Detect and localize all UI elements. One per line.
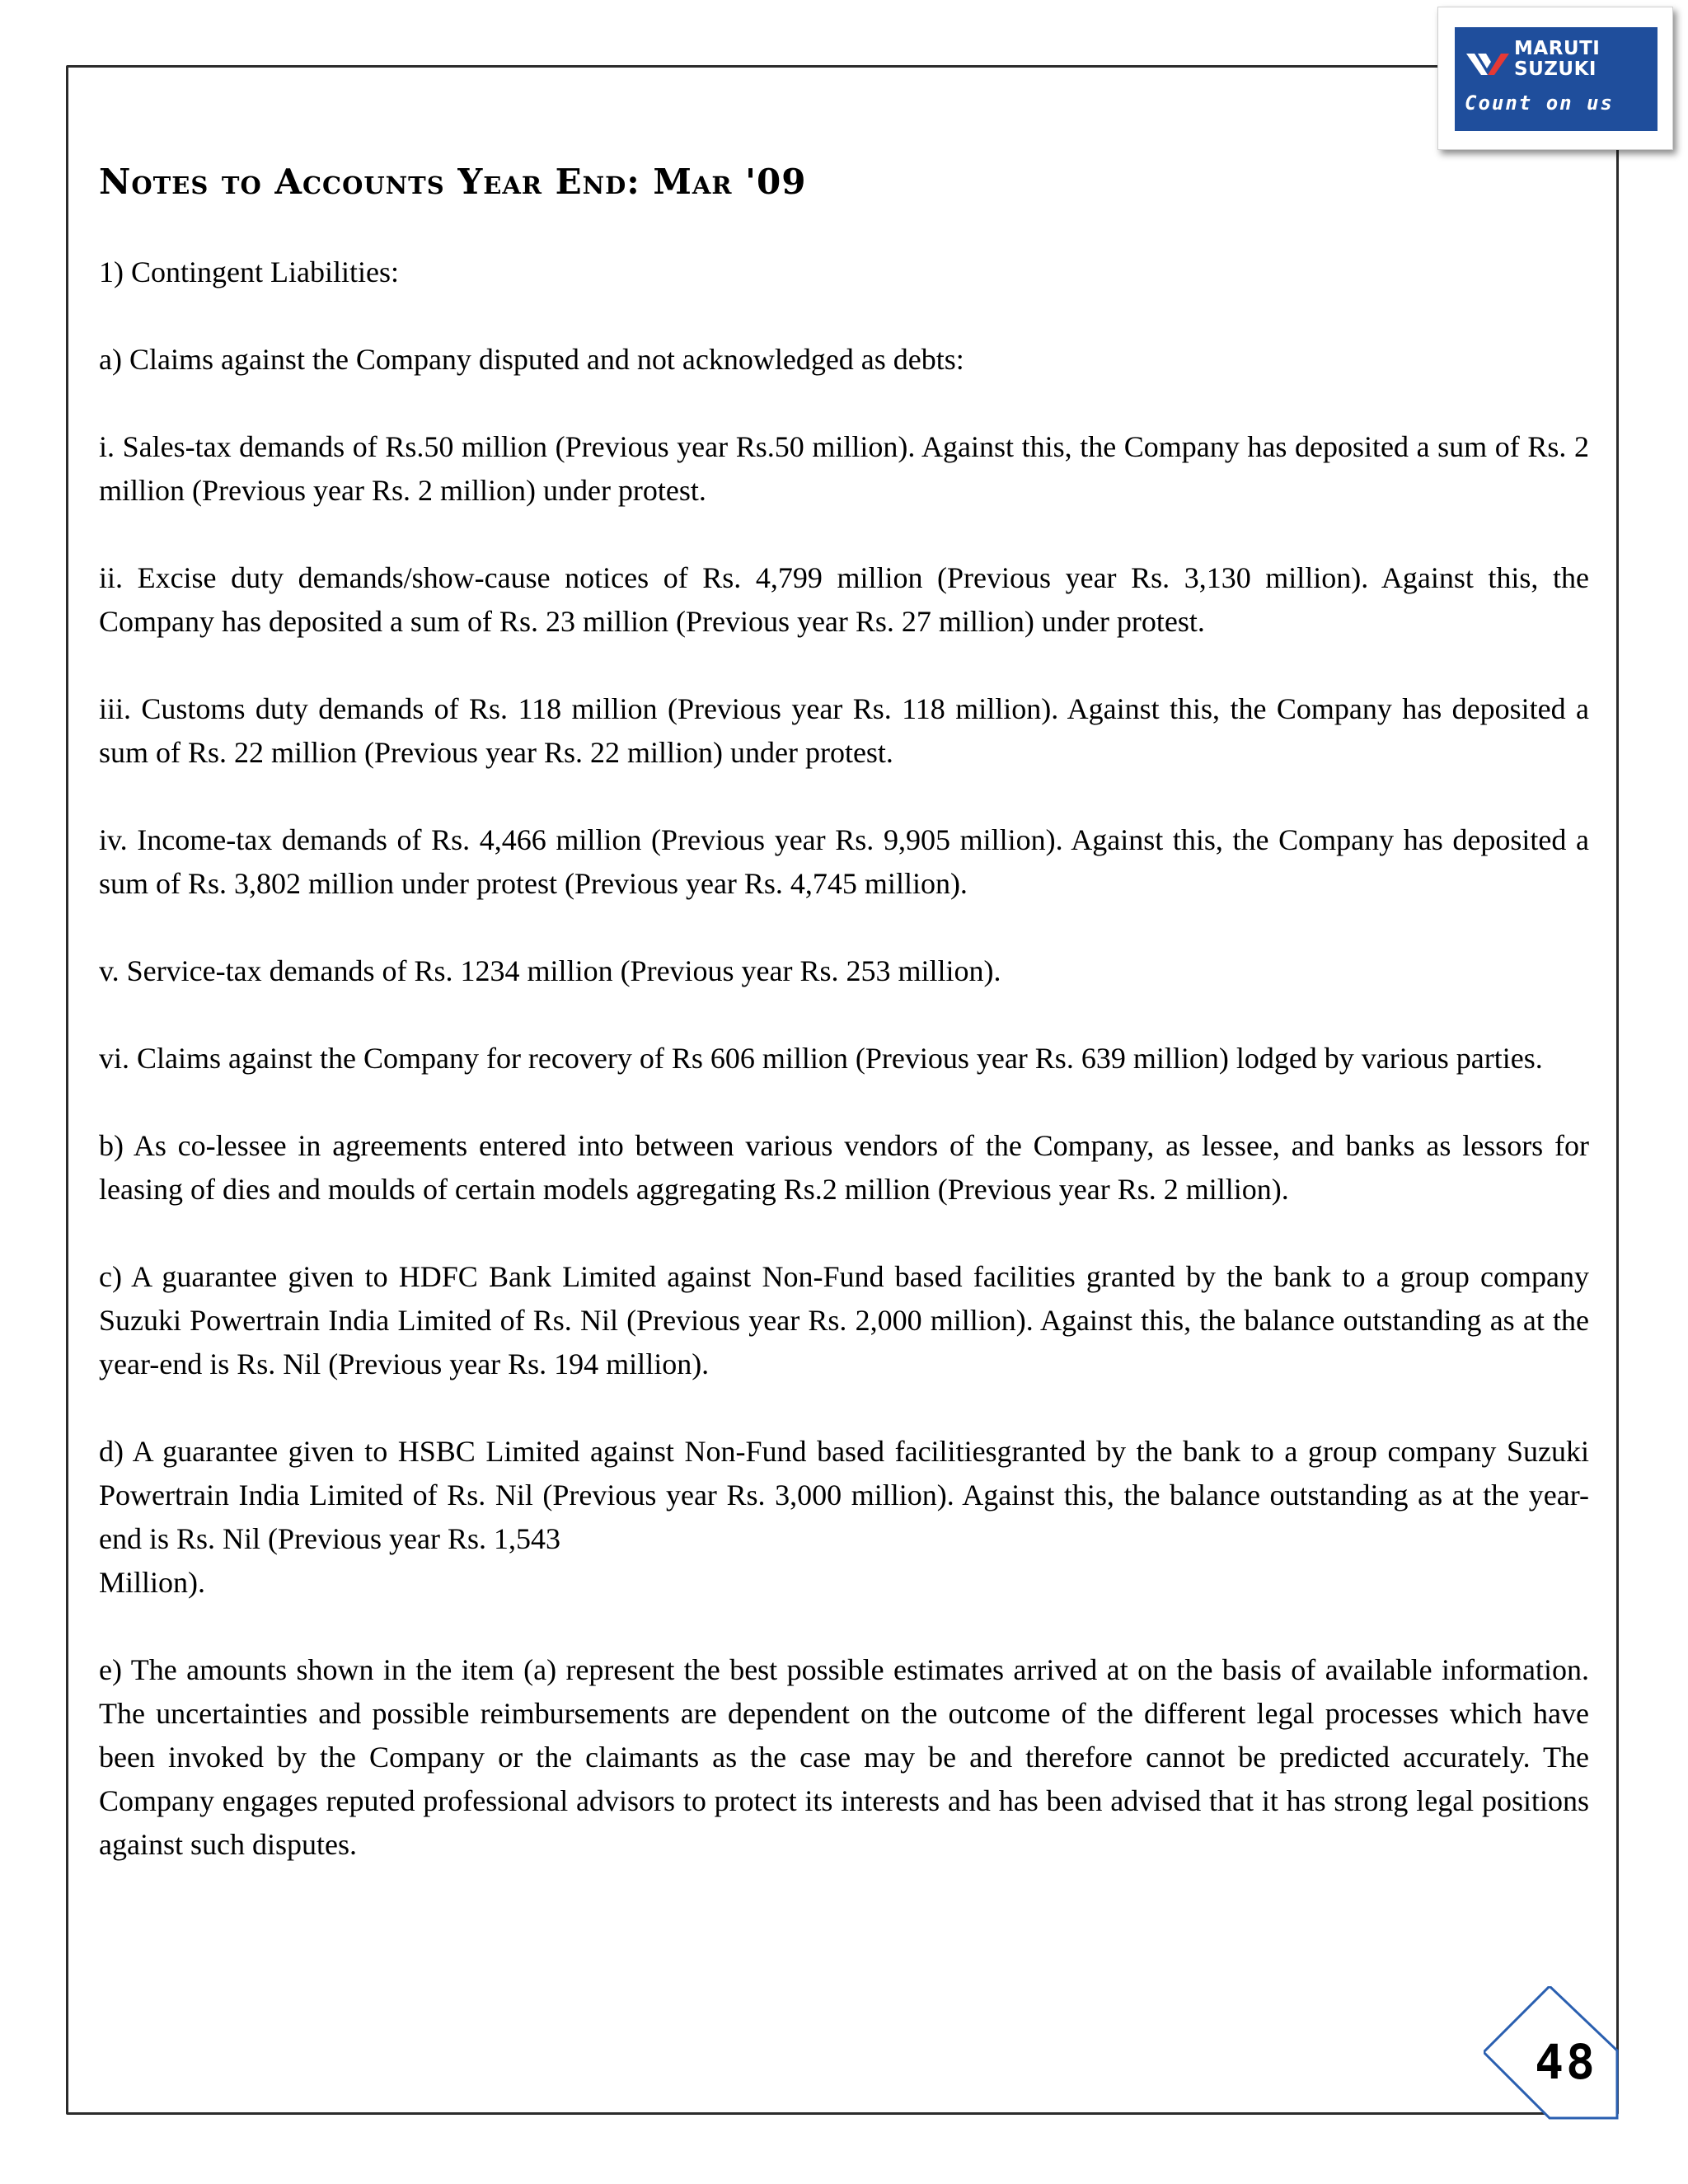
- paragraph-item-a-i: i. Sales-tax demands of Rs.50 million (Previous year Rs.50 million). Against this, the Company has deposited a sum of Rs. 2 million (Previous year Rs. 2 million) under protest.: [99, 430, 1589, 507]
- logo-line-suzuki: SUZUKI: [1514, 59, 1597, 80]
- logo-line-maruti: MARUTI: [1514, 38, 1601, 59]
- logo-brand-text: [1514, 39, 1600, 80]
- paragraph-item-a-v: v. Service-tax demands of Rs. 1234 million (Previous year Rs. 253 million).: [99, 954, 1001, 987]
- logo-background: [1455, 27, 1658, 131]
- paragraph-contingent-liabilities-heading: 1) Contingent Liabilities:: [99, 255, 399, 288]
- paragraph-item-a-iii: iii. Customs duty demands of Rs. 118 million (Previous year Rs. 118 million). Against this, the Company has deposited a sum of Rs. 22 million (Previous year Rs. 22 million) under protest.: [99, 692, 1589, 769]
- paragraph-item-c: c) A guarantee given to HDFC Bank Limited against Non-Fund based facilities granted by the bank to a group company Suzuki Powertrain India Limited of Rs. Nil (Previous year Rs. 2,000 million). Against this, the balance outstanding as at the year-end is Rs. Nil (Previous year Rs. 194 million).: [99, 1260, 1589, 1380]
- paragraph-item-d: d) A guarantee given to HSBC Limited against Non-Fund based facilitiesgranted by the bank to a group company Suzuki Powertrain India Limited of Rs. Nil (Previous year Rs. 3,000 million). Against this, the balance outstanding as at the year-end is Rs. Nil (Previous year Rs. 1,543 Million).: [99, 1435, 1589, 1599]
- paragraph-item-b: b) As co-lessee in agreements entered into between various vendors of the Company, as lessee, and banks as lessors for leasing of dies and moulds of certain models aggregating Rs.2 million (Previous year Rs. 2 million).: [99, 1129, 1589, 1206]
- paragraph-item-a: a) Claims against the Company disputed and not acknowledged as debts:: [99, 343, 964, 376]
- logo-tagline: Count on us: [1465, 91, 1614, 115]
- paragraph-item-e: e) The amounts shown in the item (a) represent the best possible estimates arrived at on the basis of available information. The uncertainties and possible reimbursements are dependent on the outcome of the different legal processes which have been invoked by the Company or the claimants as the case may be and therefore cannot be predicted accurately. The Company engages reputed professional advisors to protect its interests and has been advised that it has strong legal positions against such disputes.: [99, 1653, 1589, 1861]
- page-number: 48: [1535, 2034, 1597, 2090]
- company-logo: [1437, 7, 1673, 150]
- paragraph-item-a-vi: vi. Claims against the Company for recovery of Rs 606 million (Previous year Rs. 639 million) lodged by various parties.: [99, 1042, 1543, 1075]
- paragraph-item-a-iv: iv. Income-tax demands of Rs. 4,466 million (Previous year Rs. 9,905 million). Against this, the Company has deposited a sum of Rs. 3,802 million under protest (Previous year Rs. 4,745 million).: [99, 823, 1589, 900]
- notes-body: [99, 251, 1589, 1910]
- page-title: Notes to Accounts Year End: Mar '09: [99, 162, 807, 202]
- paragraph-item-a-ii: ii. Excise duty demands/show-cause notices of Rs. 4,799 million (Previous year Rs. 3,130 million). Against this, the Company has deposited a sum of Rs. 23 million (Previous year Rs. 27 million) under protest.: [99, 561, 1589, 638]
- suzuki-s-logo-icon: [1466, 47, 1509, 80]
